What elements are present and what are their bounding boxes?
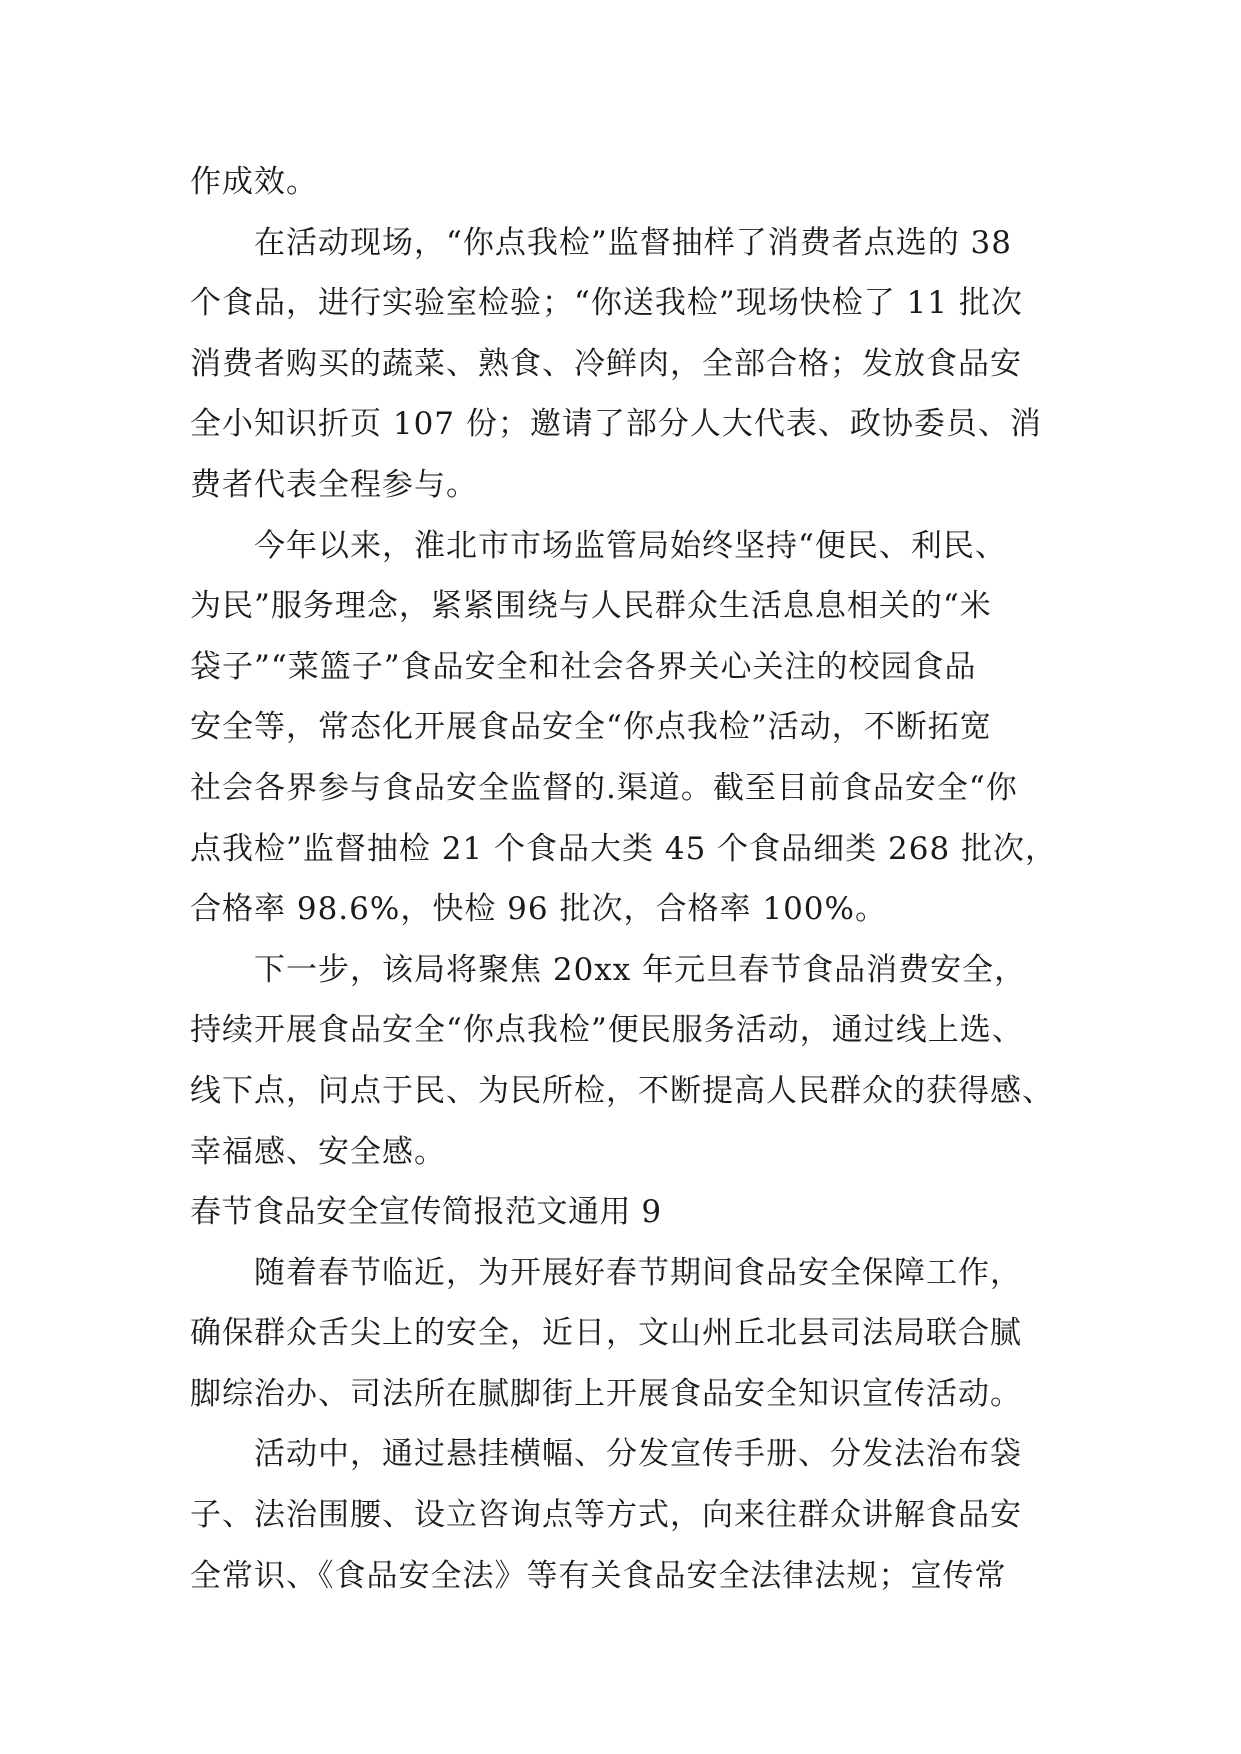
section-title: 春节食品安全宣传简报范文通用 9 — [190, 1194, 662, 1231]
text-line: 下一步，该局将聚焦 20xx 年元旦春节食品消费安全， — [190, 951, 1027, 988]
text-line: 持续开展食品安全“你点我检”便民服务活动，通过线上选、 — [190, 1012, 1024, 1049]
text-line: 脚综治办、司法所在腻脚街上开展食品安全知识宣传活动。 — [190, 1375, 1022, 1412]
text-line: 个食品，进行实验室检验；“你送我检”现场快检了 11 批次 — [190, 285, 1023, 322]
text-line: 袋子”“菜篮子”食品安全和社会各界关心关注的校园食品 — [190, 648, 977, 685]
text-line: 活动中，通过悬挂横幅、分发宣传手册、分发法治布袋 — [190, 1436, 1022, 1473]
text-line: 社会各界参与食品安全监督的.渠道。截至目前食品安全“你 — [190, 769, 1018, 806]
text-line: 子、法治围腰、设立咨询点等方式，向来往群众讲解食品安 — [190, 1497, 1022, 1534]
text-line: 点我检”监督抽检 21 个食品大类 45 个食品细类 268 批次， — [190, 830, 1058, 867]
text-line: 今年以来，淮北市市场监管局始终坚持“便民、利民、 — [190, 527, 1007, 564]
document-body — [190, 152, 1070, 1606]
text-line: 在活动现场，“你点我检”监督抽样了消费者点选的 38 — [190, 224, 1012, 261]
text-line: 消费者购买的蔬菜、熟食、冷鲜肉，全部合格；发放食品安 — [190, 345, 1022, 382]
text-line: 随着春节临近，为开展好春节期间食品安全保障工作， — [190, 1254, 1022, 1291]
text-line: 作成效。 — [190, 164, 318, 200]
text-line: 费者代表全程参与。 — [190, 466, 478, 503]
text-line: 全小知识折页 107 份；邀请了部分人大代表、政协委员、消 — [190, 406, 1042, 443]
text-line: 全常识、《食品安全法》等有关食品安全法律法规；宣传常 — [190, 1557, 1007, 1594]
text-line: 幸福感、安全感。 — [190, 1133, 446, 1170]
text-line: 安全等，常态化开展食品安全“你点我检”活动，不断拓宽 — [190, 709, 992, 746]
text-line: 合格率 98.6%，快检 96 批次，合格率 100%。 — [190, 891, 887, 928]
text-line: 确保群众舌尖上的安全，近日，文山州丘北县司法局联合腻 — [190, 1315, 1022, 1352]
text-line: 线下点，问点于民、为民所检，不断提高人民群众的获得感、 — [190, 1072, 1054, 1109]
text-line: 为民”服务理念，紧紧围绕与人民群众生活息息相关的“米 — [190, 588, 992, 625]
